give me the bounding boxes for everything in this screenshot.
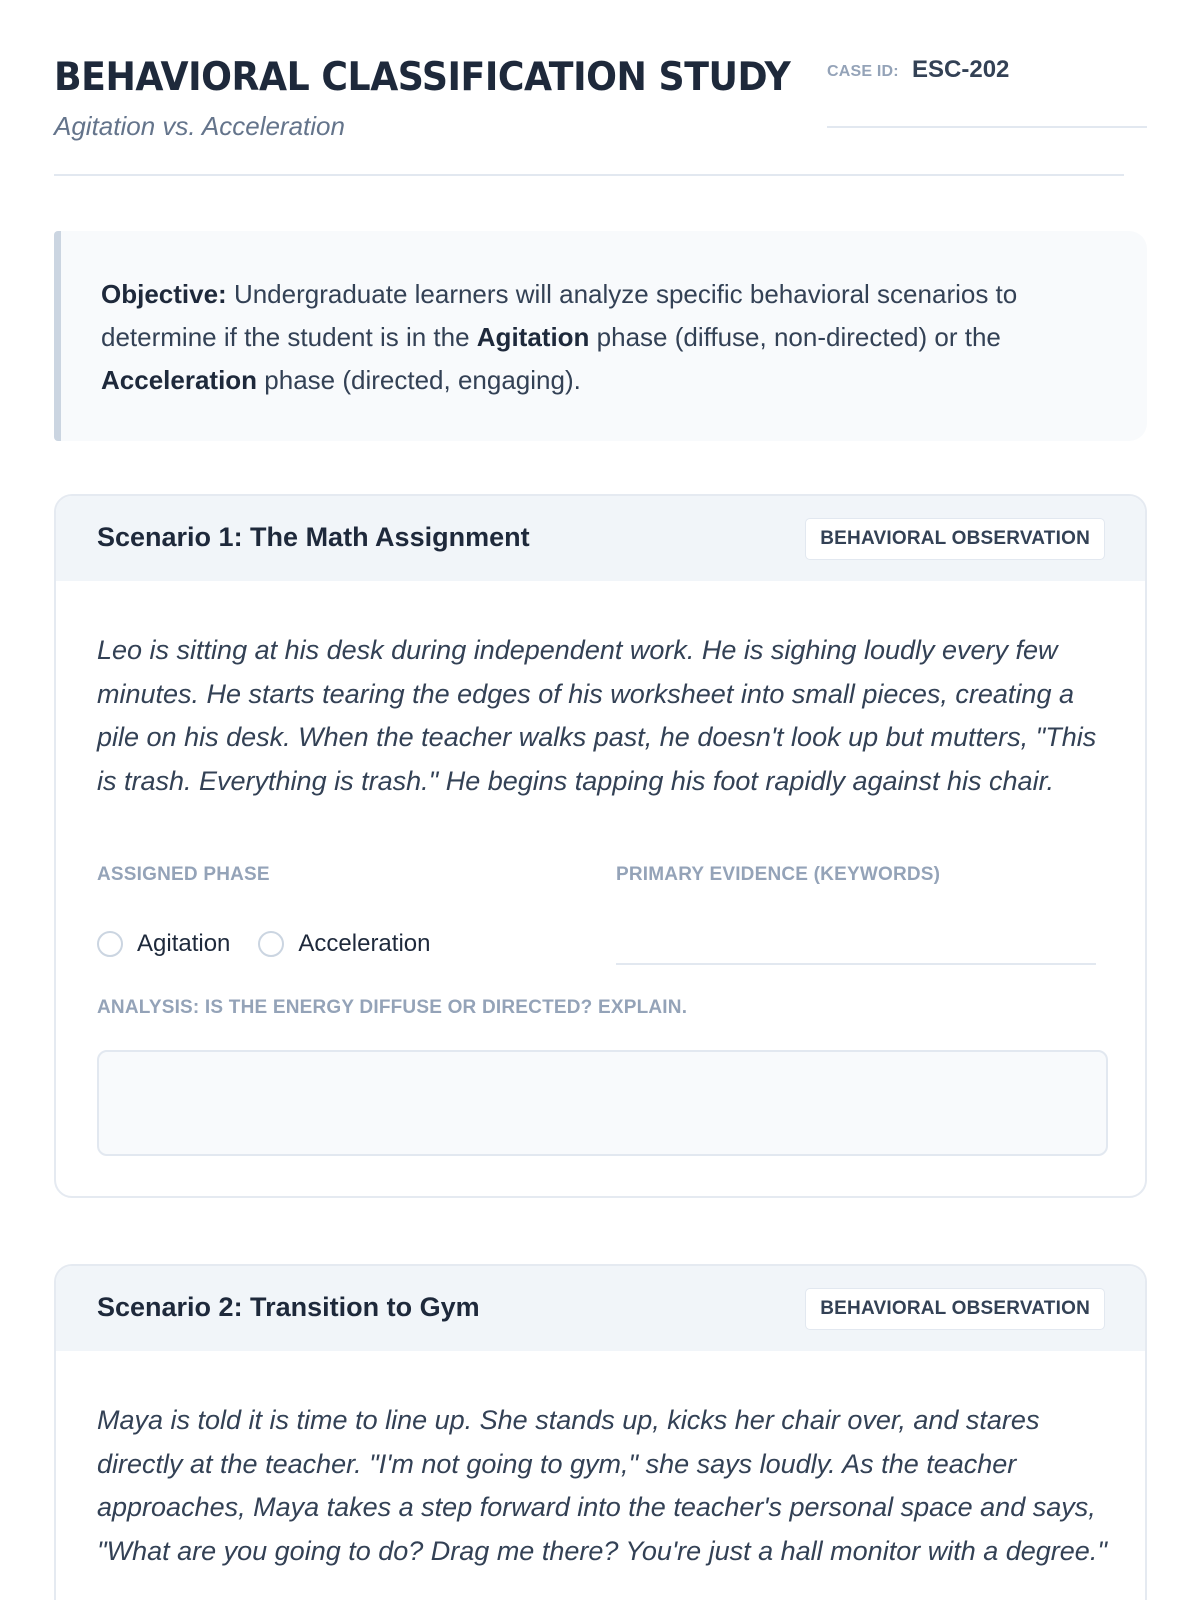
objective-term-agitation: Agitation bbox=[476, 322, 590, 352]
phase-radio-group bbox=[97, 930, 458, 958]
scenario-card-header bbox=[56, 496, 1145, 581]
objective-lead: Objective: bbox=[101, 279, 227, 309]
scenario-card-header bbox=[56, 1266, 1145, 1351]
radio-option-agitation[interactable] bbox=[97, 930, 230, 958]
primary-evidence-input[interactable] bbox=[616, 920, 1096, 965]
radio-button[interactable] bbox=[97, 931, 123, 957]
case-id-field bbox=[827, 56, 1147, 128]
primary-evidence-label: PRIMARY EVIDENCE (KEYWORDS) bbox=[616, 864, 941, 885]
radio-label: Agitation bbox=[137, 930, 231, 957]
scenario-description: Leo is sitting at his desk during independent work. He is sighing loudly every few minutes. He starts tearing the edges of his worksheet into small pieces, creating a pile on his desk. When the teacher walks past, he doesn't look up but mutters, "This is trash. Everything is trash." He begins tapping his foot rapidly against his chair. bbox=[97, 635, 1097, 796]
case-id-label: CASE ID: bbox=[827, 63, 899, 80]
scenario-title: Scenario 1: The Math Assignment bbox=[97, 522, 530, 552]
analysis-textarea[interactable] bbox=[97, 1050, 1108, 1156]
objective-text: Undergraduate learners will analyze specific behavioral scenarios to determine if the student is in the bbox=[101, 279, 1018, 352]
page-subtitle: Agitation vs. Acceleration bbox=[54, 111, 345, 141]
scenario-description: Maya is told it is time to line up. She stands up, kicks her chair over, and stares directly at the teacher. "I'm not going to gym," she says loudly. As the teacher approaches, Maya takes a step forward into the teacher's personal space and says, "What are you going to do? Drag me there? You're just a hall monitor with a degree." bbox=[97, 1405, 1107, 1566]
page-title: BEHAVIORAL CLASSIFICATION STUDY bbox=[54, 55, 791, 100]
objective-text: phase (directed, engaging). bbox=[257, 365, 581, 395]
radio-button[interactable] bbox=[258, 931, 284, 957]
page-header bbox=[54, 0, 1124, 176]
analysis-label: ANALYSIS: IS THE ENERGY DIFFUSE OR DIRECTED? EXPLAIN. bbox=[97, 997, 688, 1018]
case-id-value: ESC-202 bbox=[912, 56, 1010, 83]
scenario-title: Scenario 2: Transition to Gym bbox=[97, 1292, 480, 1322]
scenario-card bbox=[54, 1264, 1147, 1600]
objective-callout bbox=[54, 231, 1147, 441]
objective-term-acceleration: Acceleration bbox=[101, 365, 258, 395]
objective-text: phase (diffuse, non-directed) or the bbox=[589, 322, 1001, 352]
radio-option-acceleration[interactable] bbox=[258, 930, 430, 958]
scenario-card bbox=[54, 494, 1147, 1198]
observation-badge: BEHAVIORAL OBSERVATION bbox=[805, 518, 1105, 560]
assigned-phase-label: ASSIGNED PHASE bbox=[97, 864, 270, 885]
observation-badge: BEHAVIORAL OBSERVATION bbox=[805, 1288, 1105, 1330]
radio-label: Acceleration bbox=[298, 930, 431, 957]
